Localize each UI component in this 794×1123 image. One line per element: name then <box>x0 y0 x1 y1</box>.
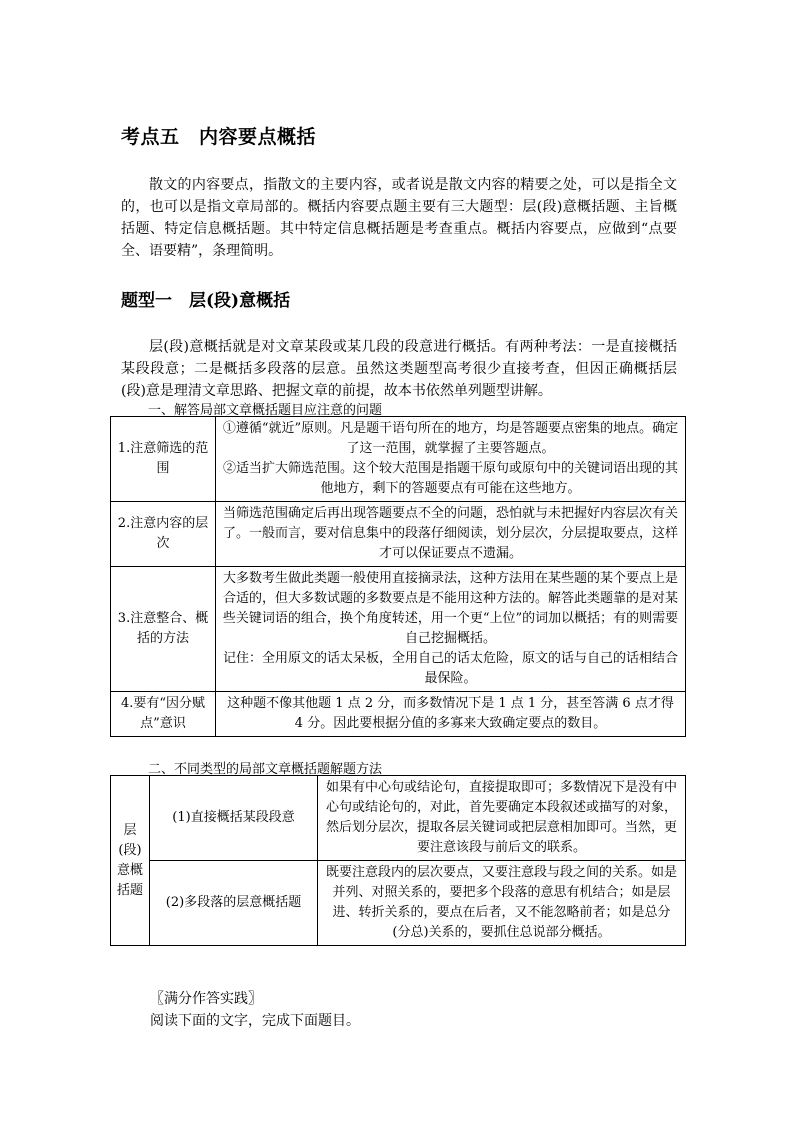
table1-caption: 一、解答局部文章概括题目应注意的问题 <box>148 403 383 418</box>
method-name: (2)多段落的层意概括题 <box>150 861 318 946</box>
type-one-intro-paragraph: 层(段)意概括就是对文章某段或某几段的段意进行概括。有两种考法：一是直接概括某段段意；二是概括多段落的层意。虽然这类题型高考很少直接考查，但因正确概括层(段)意是理清文章思路、把握文章的前提，故本书依然单列题型讲解。 <box>121 339 677 399</box>
table-row <box>111 692 686 737</box>
methods-table <box>110 775 686 946</box>
row-content <box>216 417 686 502</box>
table-row <box>111 502 686 567</box>
row-content <box>216 692 686 737</box>
row-label: 3.注意整合、概括的方法 <box>111 567 216 692</box>
section-title: 考点五 内容要点概括 <box>121 126 317 148</box>
row-content-line: 大多数考生做此类题一般使用直接摘录法，这种方法用在某些题的某个要点上是合适的，但大多数试题的多数要点是不能用这种方法的。解答此类题靠的是对某些关键词语的组合，换个角度转述，用一个更“上位”的词加以概括；有的则需要自己挖掘概括。 <box>222 571 679 646</box>
table-row <box>111 417 686 502</box>
table-row <box>111 567 686 692</box>
table2-caption: 二、不同类型的局部文章概括题解题方法 <box>148 762 383 777</box>
row-content-line: 这种题不像其他题 1 点 2 分，而多数情况下是 1 点 1 分，甚至答满 6 点才得 4 分。因此要根据分值的多寡来大致确定要点的数目。 <box>227 696 674 731</box>
method-description: 如果有中心句或结论句，直接提取即可；多数情况下是没有中心句或结论句的，对此，首先要确定本段叙述或描写的对象，然后划分层次，提取各层关键词或把层意相加即可。当然，更要注意该段与前后文的联系。 <box>318 776 686 861</box>
practice-title: 〖满分作答实践〗 <box>150 991 262 1007</box>
practice-instruction: 阅读下面的文字，完成下面题目。 <box>150 1013 360 1029</box>
row-content <box>216 502 686 567</box>
row-label: 1.注意筛选的范围 <box>111 417 216 502</box>
row-content-line: ①遵循“就近”原则。凡是题干语句所在的地方，均是答题要点密集的地点。确定了这一范围，就掌握了主要答题点。 <box>222 421 679 456</box>
category-cell: 层(段)意概括题 <box>111 776 150 946</box>
method-name: (1)直接概括某段段意 <box>150 776 318 861</box>
section-intro-paragraph: 散文的内容要点，指散文的主要内容，或者说是散文内容的精要之处，可以是指全文的，也可以是指文章局部的。概括内容要点题主要有三大题型：层(段)意概括题、主旨概括题、特定信息概括题。其中特定信息概括题是考查重点。概括内容要点，应做到“点要全、语要精”，条理简明。 <box>121 177 677 259</box>
row-content-line: 记住：全用原文的话太呆板，全用自己的话太危险，原文的话与自己的话相结合最保险。 <box>222 651 678 686</box>
row-content-line: 当筛选范围确定后再出现答题要点不全的问题，恐怕就与未把握好内容层次有关了。一般而言，要对信息集中的段落仔细阅读，划分层次，分层提取要点，这样才可以保证要点不遗漏。 <box>222 506 678 561</box>
row-content-line: ②适当扩大筛选范围。这个较大范围是指题干原句或原句中的关键词语出现的其他地方，剩下的答题要点有可能在这些地方。 <box>222 461 678 496</box>
issues-table <box>110 416 686 737</box>
row-label: 2.注意内容的层次 <box>111 502 216 567</box>
method-description: 既要注意段内的层次要点，又要注意段与段之间的关系。如是并列、对照关系的，要把多个段落的意思有机结合；如是层进、转折关系的，要点在后者，又不能忽略前者；如是总分(分总)关系的，要抓住总说部分概括。 <box>318 861 686 946</box>
row-content <box>216 567 686 692</box>
table-row <box>111 861 686 946</box>
row-label: 4.要有“因分赋点”意识 <box>111 692 216 737</box>
type-one-title: 题型一 层(段)意概括 <box>121 291 291 311</box>
table-row <box>111 776 686 861</box>
